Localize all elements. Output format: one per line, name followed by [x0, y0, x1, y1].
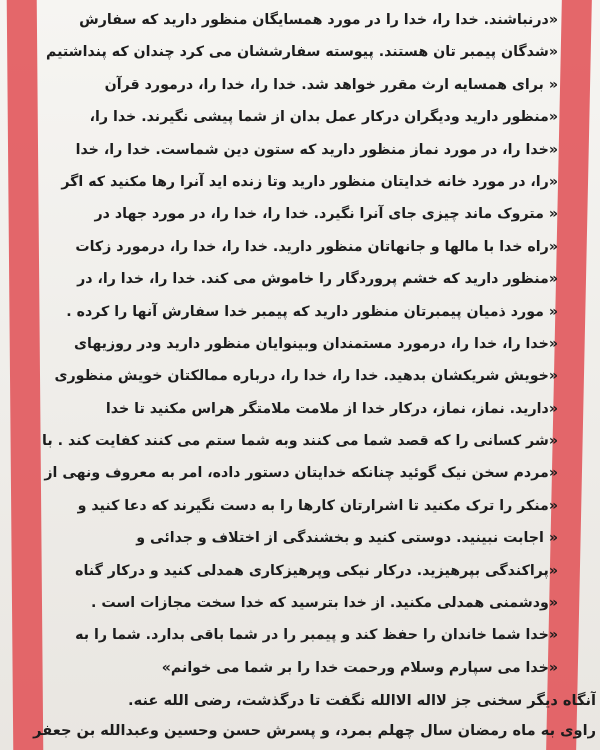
text-line: «شدگان پیمبر تان هستند. پیوسته سفارششان می کرد چندان که پنداشتیم: [45, 44, 558, 61]
text-line: « مورد ذمیان پیمبرتان منظور دارید که پیمبر خدا سفارش آنها را کرده .: [66, 303, 558, 320]
text-line: «خدا را، خدا را، درمورد مستمندان وبینوایان منظور دارید ودر روزیهای: [73, 335, 558, 352]
trailing-text-block: [18, 686, 596, 746]
red-border-left: [7, 0, 44, 750]
text-line: «پراکندگی بپرهیزید. درکار نیکی وپرهیزکاری همدلی کنید و درکار گناه: [75, 562, 558, 579]
text-line: «منظور دارید که خشم پروردگار را خاموش می کند. خدا را، خدا را، در: [77, 271, 558, 288]
text-line: «دارید. نماز، نماز، درکار خدا از ملامت ملامتگر هراس مکنید تا خدا: [105, 400, 558, 417]
text-line: « متروک ماند چیزی جای آنرا نگیرد. خدا را، خدا را، در مورد جهاد در: [94, 206, 558, 223]
text-line: « اجابت نبینید. دوستی کنید و بخشندگی از اختلاف و جدائی و: [136, 530, 558, 547]
text-line: «راه خدا با مالها و جانهاتان منظور دارید. خدا را، خدا را، درمورد زکات: [75, 238, 558, 255]
text-line: «خدا شما خاندان را حفظ کند و پیمبر را در شما باقی بدارد. شما را به: [75, 627, 558, 644]
text-line: «خدا را، در مورد نماز منظور دارید که ستون دین شماست. خدا را، خدا: [75, 141, 558, 158]
text-line: «منظور دارید ودیگران درکار عمل بدان از شما پیشی نگیرند. خدا را،: [89, 109, 558, 126]
text-line: «شر کسانی را که قصد شما می کنند وبه شما ستم می کنند کفایت کند . با: [42, 433, 558, 450]
text-line: «خویش شریکشان بدهید. خدا را، خدا را، درباره ممالکتان خویش منظوری: [54, 368, 558, 385]
text-line: آنگاه دیگر سخنی جز لااله الاالله نگفت تا درگذشت، رضی الله عنه.: [128, 692, 596, 709]
text-line: « برای همسایه ارث مقرر خواهد شد. خدا را، خدا را، درمورد قرآن: [104, 76, 558, 93]
text-line: «منکر را ترک مکنید تا اشرارتان کارها را به دست نگیرند که دعا کنید و: [77, 497, 558, 514]
text-line: «مردم سخن نیک گوئید چنانکه خدایتان دستور داده، امر به معروف ونهی از: [44, 465, 558, 482]
text-line: «درنباشند. خدا را، خدا را در مورد همسایگان منظور دارید که سفارش: [79, 12, 558, 28]
text-line: «را، در مورد خانه خدایتان منظور دارید وتا زنده اید آنرا رها مکنید که اگر: [61, 173, 558, 190]
text-line: «خدا می سپارم وسلام ورحمت خدا را بر شما می خوانم»: [161, 659, 558, 676]
text-line: «ودشمنی همدلی مکنید. از خدا بترسید که خدا سخت مجازات است .: [90, 595, 558, 612]
highlighted-text-block: [40, 4, 558, 684]
text-line: راوی به ماه رمضان سال چهلم بمرد، و پسرش حسن وحسین وعبدالله بن جعفر: [33, 722, 596, 739]
